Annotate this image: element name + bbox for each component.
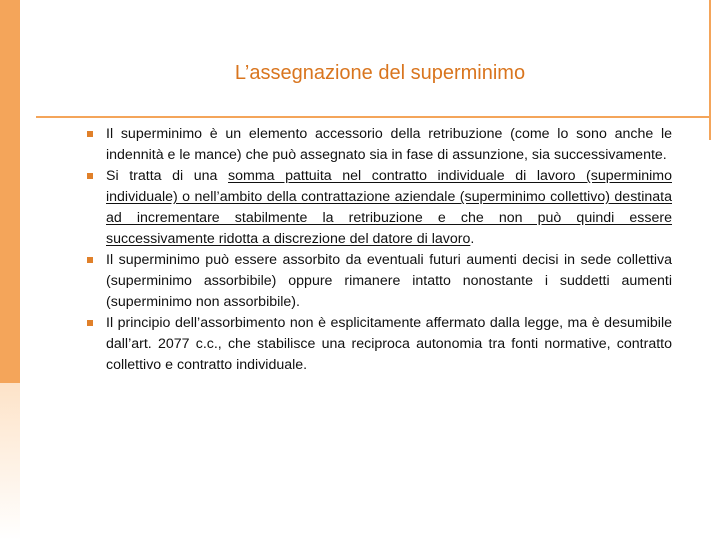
bullet-text: . — [470, 231, 475, 247]
left-accent-bar-fade — [0, 383, 20, 540]
bullet-item — [106, 313, 672, 376]
bullet-item — [106, 250, 672, 313]
bullet-text: Il principio dell’assorbimento non è esplicitamente affermato dalla legge, ma è desumibile dall’art. 2077 c.c., che stabilisce una reciproca autonomia tra fonti normative, contratto collettivo e contratto individuale. — [106, 315, 672, 373]
bullet-text: Si tratta di una — [106, 168, 229, 184]
bullet-square-icon — [87, 131, 93, 137]
bullet-square-icon — [87, 173, 93, 179]
bullet-square-icon — [87, 320, 93, 326]
left-accent-bar — [0, 0, 20, 383]
bullet-text-underlined: somma pattuita nel contratto individuale di lavoro (superminimo individuale) o nell’ambito della contrattazione aziendale (superminimo collettivo) destinata ad incrementare stabilmente la retribuzione e che non può quindi essere successivamente ridotta a discrezione del datore di lavoro — [106, 168, 672, 247]
slide-title: L’assegnazione del superminimo — [234, 62, 526, 84]
bullet-square-icon — [87, 257, 93, 263]
title-divider — [36, 116, 710, 118]
bullet-text: Il superminimo può essere assorbito da eventuali futuri aumenti decisi in sede collettiva (superminimo assorbibile) oppure rimanere intatto nonostante i suddetti aumenti (superminimo non assorbibile). — [106, 252, 672, 310]
bullet-item — [106, 166, 672, 250]
slide-body — [106, 124, 672, 376]
bullet-item — [106, 124, 672, 166]
bullet-text: Il superminimo è un elemento accessorio della retribuzione (come lo sono anche le indennità e le mance) che può assegnato sia in fase di assunzione, sia successivamente. — [106, 126, 672, 163]
